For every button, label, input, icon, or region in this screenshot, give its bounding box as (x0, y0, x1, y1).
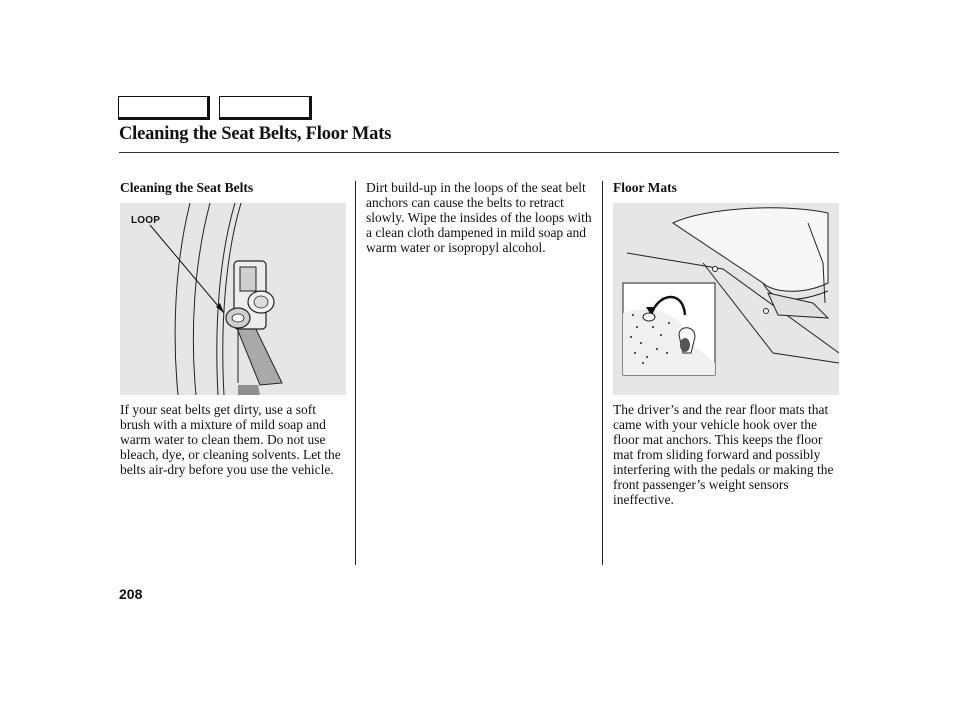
section-heading-seat-belts: Cleaning the Seat Belts (120, 180, 254, 195)
column-divider-1 (355, 181, 356, 565)
page-number: 208 (119, 586, 143, 602)
title-divider (119, 152, 839, 153)
floor-mat-text: The driver’s and the rear floor mats that came with your vehicle hook over the floor mat anchors. This keeps the floor mat from sliding forward and possibly interfering with the pedals or making the front passenger’s weight sensors ineffective. (613, 402, 834, 507)
column-divider-2 (602, 181, 603, 565)
section-heading-floor-mats: Floor Mats (613, 180, 677, 195)
seat-belt-loop-illustration (120, 203, 346, 395)
loop-callout-label: LOOP (131, 215, 161, 226)
page-title: Cleaning the Seat Belts, Floor Mats (119, 124, 392, 144)
loop-cleaning-text: Dirt build-up in the loops of the seat belt anchors can cause the belts to retract slowly. Wipe the insides of the loops with a clean cloth dampened in mild soap and warm water or isopropyl alcohol. (366, 180, 592, 255)
nav-tab-button-1[interactable] (118, 96, 210, 120)
floor-mat-drawing (613, 203, 839, 395)
nav-tab-button-2[interactable] (219, 96, 312, 120)
seat-belt-cleaning-text: If your seat belts get dirty, use a soft brush with a mixture of mild soap and warm water to clean them. Do not use bleach, dye, or cleaning solvents. Let the belts air-dry before you use the vehicle. (120, 402, 341, 477)
seat-belt-drawing (120, 203, 346, 395)
floor-mat-anchor-illustration (613, 203, 839, 395)
